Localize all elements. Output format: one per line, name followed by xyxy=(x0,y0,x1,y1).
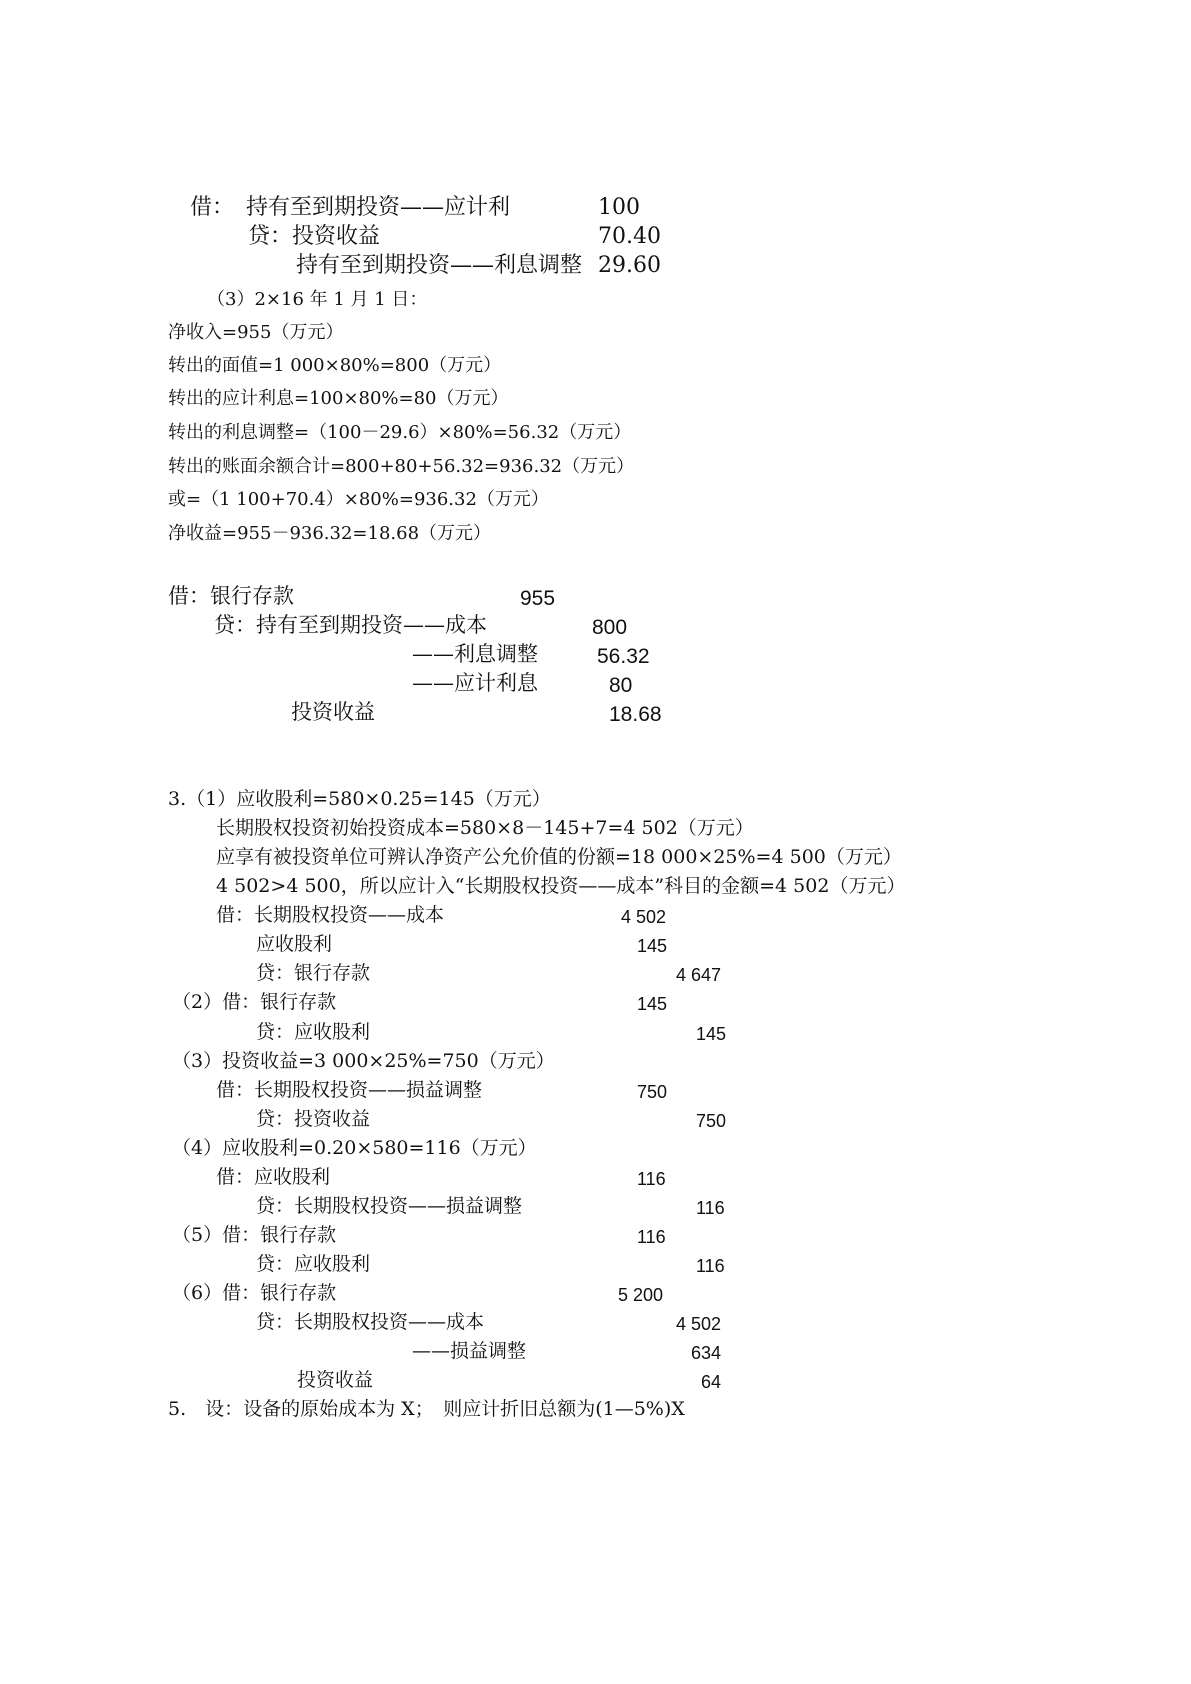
journal-row-label: 贷：投资收益 xyxy=(256,1108,371,1130)
section3-line-2: 长期股权投资初始投资成本=580×8－145+7=4 502（万元） xyxy=(216,817,754,839)
journal-row-label: （3）投资收益=3 000×25%=750（万元） xyxy=(172,1050,555,1072)
journal-row-label: （5）借：银行存款 xyxy=(172,1224,337,1246)
calc-line: 转出的账面余额合计=800+80+56.32=936.32（万元） xyxy=(168,456,635,477)
credit-amount-2: 29.60 xyxy=(598,253,661,278)
entry2-credit-amount-4: 18.68 xyxy=(609,703,662,726)
journal-row-label: ——损益调整 xyxy=(412,1340,527,1362)
debit-account: 持有至到期投资——应计利 xyxy=(246,195,511,220)
entry2-credit-amount-3: 80 xyxy=(609,674,633,697)
calc-line: 转出的利息调整=（100－29.6）×80%=56.32（万元） xyxy=(168,422,632,443)
journal-row-label: 贷：应收股利 xyxy=(256,1253,371,1275)
journal-row-debit: 4 502 xyxy=(621,907,667,927)
journal-row-debit: 116 xyxy=(637,1169,666,1189)
calc-line: 或=（1 100+70.4）×80%=936.32（万元） xyxy=(168,489,549,510)
credit-account-2: 持有至到期投资——利息调整 xyxy=(296,253,583,278)
entry2-debit-amount: 955 xyxy=(520,587,556,610)
section3-line-4: 4 502>4 500，所以应计入“长期股权投资——成本”科目的金额=4 502（万元） xyxy=(216,875,906,897)
journal-row-label: （6）借：银行存款 xyxy=(172,1282,337,1304)
journal-row-label: 贷：长期股权投资——损益调整 xyxy=(256,1195,523,1217)
journal-row-debit: 145 xyxy=(637,994,668,1014)
journal-row-credit: 4 647 xyxy=(676,965,722,985)
credit-amount-1: 70.40 xyxy=(598,224,661,249)
debit-amount: 100 xyxy=(598,195,640,220)
section3-line-3: 应享有被投资单位可辨认净资产公允价值的份额=18 000×25%=4 500（万元） xyxy=(216,846,902,868)
calc-line: 转出的应计利息=100×80%=80（万元） xyxy=(168,388,509,409)
journal-row-credit: 116 xyxy=(696,1198,725,1218)
entry2-credit-account-4: 投资收益 xyxy=(291,700,375,724)
journal-row-label: 应收股利 xyxy=(256,933,333,955)
journal-row-debit: 145 xyxy=(637,936,668,956)
section3-line-1: 3.（1）应收股利=580×0.25=145（万元） xyxy=(168,788,551,810)
journal-row-credit: 116 xyxy=(696,1256,725,1276)
journal-row-credit: 634 xyxy=(691,1343,722,1363)
journal-row-label: （2）借：银行存款 xyxy=(172,991,337,1013)
entry2-debit-account: 借：银行存款 xyxy=(168,584,294,608)
journal-row-label: 借：长期股权投资——成本 xyxy=(216,904,445,926)
journal-row-label: 贷：长期股权投资——成本 xyxy=(256,1311,485,1333)
journal-row-label: 借：应收股利 xyxy=(216,1166,331,1188)
journal-row-credit: 750 xyxy=(696,1111,727,1131)
calc-line: 转出的面值=1 000×80%=800（万元） xyxy=(168,355,502,376)
entry2-credit-account-1: 贷：持有至到期投资——成本 xyxy=(214,613,487,637)
journal-row-label: 投资收益 xyxy=(297,1369,374,1391)
journal-row-debit: 116 xyxy=(637,1227,666,1247)
journal-row-credit: 145 xyxy=(696,1024,727,1044)
debit-prefix: 借： xyxy=(190,195,235,220)
section5-line: 5. 设：设备的原始成本为 X； 则应计折旧总额为(1—5%)X xyxy=(168,1398,685,1420)
journal-row-debit: 750 xyxy=(637,1082,668,1102)
journal-row-debit: 5 200 xyxy=(618,1285,664,1305)
journal-row-label: 贷：银行存款 xyxy=(256,962,371,984)
calc-line: 净收入=955（万元） xyxy=(168,322,344,343)
entry2-credit-amount-1: 800 xyxy=(592,616,628,639)
calc-line: 净收益=955－936.32=18.68（万元） xyxy=(168,523,492,544)
entry2-credit-account-2: ——利息调整 xyxy=(412,642,538,666)
journal-row-label: （4）应收股利=0.20×580=116（万元） xyxy=(172,1137,537,1159)
journal-row-label: 贷：应收股利 xyxy=(256,1021,371,1043)
part3-heading: （3）2×16 年 1 月 1 日： xyxy=(207,289,428,310)
journal-row-credit: 4 502 xyxy=(676,1314,722,1334)
credit-account-1: 贷：投资收益 xyxy=(248,224,381,249)
entry2-credit-account-3: ——应计利息 xyxy=(412,671,538,695)
journal-row-label: 借：长期股权投资——损益调整 xyxy=(216,1079,483,1101)
entry2-credit-amount-2: 56.32 xyxy=(597,645,650,668)
journal-row-credit: 64 xyxy=(701,1372,722,1392)
